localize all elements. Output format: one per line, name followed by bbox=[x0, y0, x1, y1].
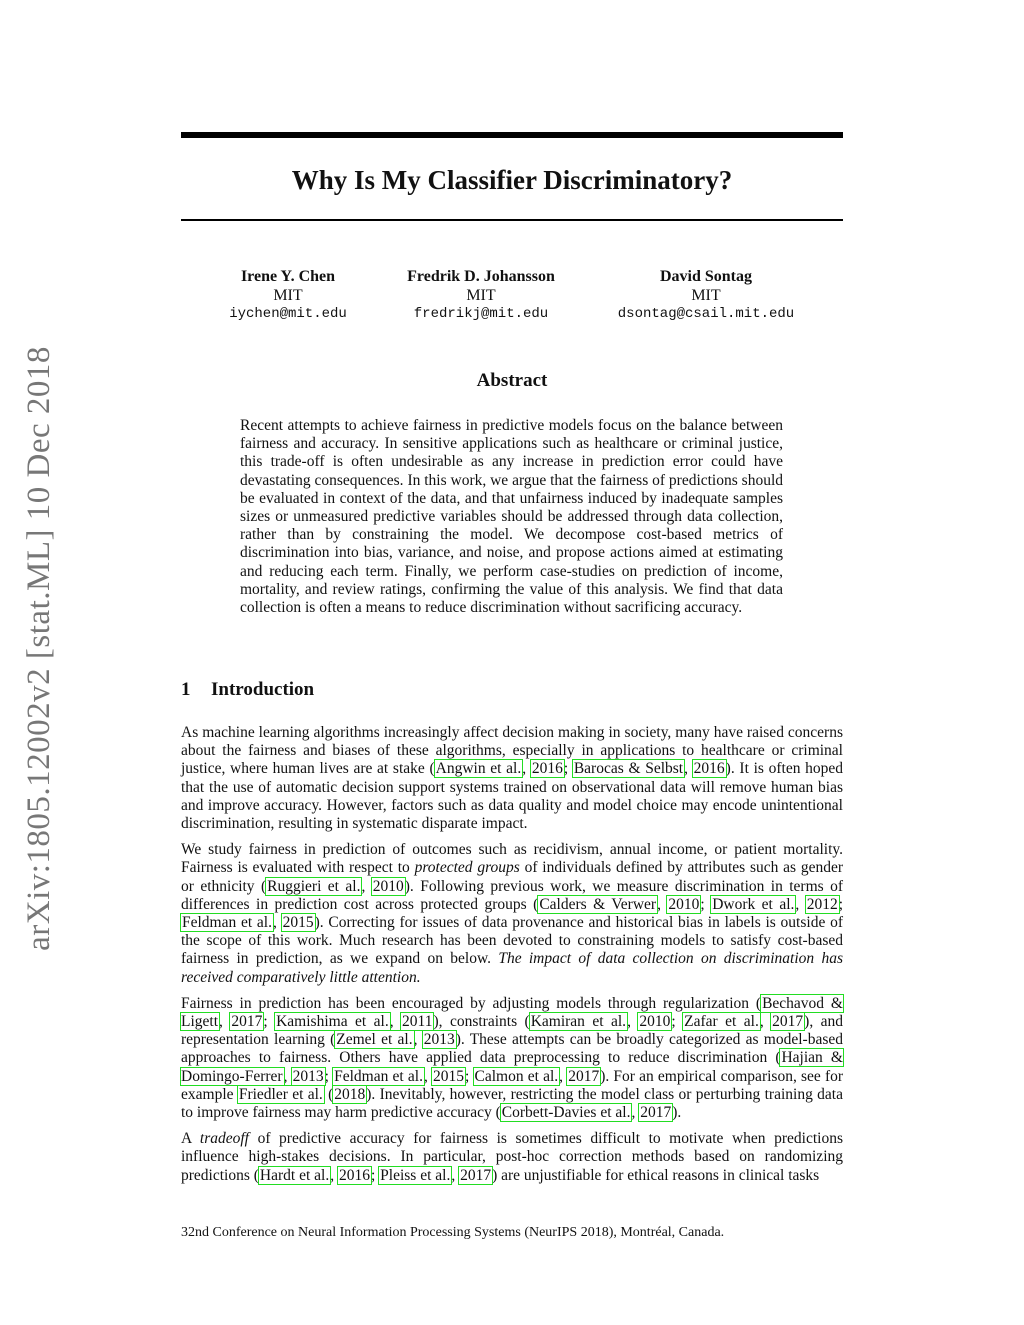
citation-link[interactable]: Barocas & Selbst bbox=[573, 760, 684, 778]
text-run: ), constraints ( bbox=[433, 1013, 530, 1031]
text-run: ). These attempts can be broadly categorized as model-based approaches to fairness. Others have applied data preprocessing to reduce discrimination ( bbox=[181, 1031, 843, 1067]
text-run: Fairness in prediction has been encouraged by adjusting models through regularization ( bbox=[181, 994, 762, 1012]
text-run: , bbox=[795, 895, 806, 913]
conference-footnote: 32nd Conference on Neural Information Processing Systems (NeurIPS 2018), Montréal, Canada. bbox=[181, 1225, 725, 1240]
citation-link[interactable]: Kamiran et al. bbox=[530, 1013, 627, 1031]
text-run: , bbox=[413, 1031, 423, 1049]
citation-link[interactable]: Hardt et al. bbox=[259, 1166, 330, 1184]
citation-link[interactable]: 2010 bbox=[639, 1013, 671, 1031]
text-run: , bbox=[684, 760, 693, 778]
text-run: ), and representation learning ( bbox=[181, 1013, 844, 1049]
text-run: , bbox=[631, 1104, 640, 1122]
citation-link[interactable]: Feldman et al. bbox=[334, 1067, 423, 1085]
text-run: ). It is often hoped that the use of automatic decision support systems trained on observational data will remove human bias and improve accuracy. However, factors such as data quality and model choice may encode unintentional discrimination, resulting in systematic disparate impact. bbox=[181, 760, 844, 833]
text-run: , bbox=[389, 1013, 402, 1031]
emphasis-text: The impact of data collection on discrimination has received comparatively little attention. bbox=[181, 950, 843, 986]
arxiv-stamp bbox=[19, 342, 59, 954]
author-block bbox=[400, 267, 562, 324]
arxiv-stamp-text: arXiv:1805.12002v2 [stat.ML] 10 Dec 2018 bbox=[20, 345, 57, 951]
author-affiliation: MIT bbox=[691, 287, 721, 304]
title-rule-bottom bbox=[181, 219, 843, 221]
text-run: A bbox=[181, 1130, 200, 1148]
author-email[interactable]: dsontag@csail.mit.edu bbox=[617, 306, 795, 322]
text-run: As machine learning algorithms increasingly affect decision making in society, many have raised concerns about the fairness and biases of these algorithms, especially in applications to healthcare or criminal justice, where human lives are at stake ( bbox=[181, 724, 843, 778]
citation-link[interactable]: 2015 bbox=[282, 914, 314, 932]
citation-link[interactable]: Calders & Verwer bbox=[539, 895, 657, 913]
text-run: ; bbox=[563, 760, 573, 778]
text-run: , bbox=[330, 1166, 338, 1184]
paragraph bbox=[181, 841, 843, 987]
citation-link[interactable]: 2010 bbox=[372, 877, 404, 895]
abstract-text: Recent attempts to achieve fairness in predictive models focus on the balance between fairness and accuracy. In sensitive applications such as healthcare or criminal justice, this trade-off is often undesirable as any increase in prediction error could have devastating consequences. In this work, we argue that the fairness of predictions should be evaluated in context of the data, and that unfairness induced by inadequate samples sizes or unmeasured predictive variables should be addressed through data collection, rather than by constraining the model. We decompose cost-based metrics of discrimination into bias, variance, and noise, and propose actions aimed at estimating and reducing each term. Finally, we perform case-studies on prediction of income, mortality, and review ratings, confirming the value of this analysis. We find that data collection is often a means to reduce discrimination without sacrificing accuracy. bbox=[240, 417, 783, 617]
paper-title: Why Is My Classifier Discriminatory? bbox=[291, 165, 733, 195]
title-rule-top bbox=[181, 132, 843, 138]
abstract-heading: Abstract bbox=[476, 370, 548, 391]
text-run: of individuals defined by attributes such as gender or ethnicity ( bbox=[181, 859, 844, 895]
section-heading bbox=[181, 679, 314, 701]
citation-link[interactable]: Angwin et al. bbox=[435, 760, 522, 778]
text-run: , bbox=[219, 1013, 231, 1031]
author-affiliation: MIT bbox=[466, 287, 496, 304]
author-block bbox=[227, 267, 349, 324]
citation-link[interactable]: Hajian & Domingo-Ferrer bbox=[181, 1049, 843, 1085]
author-block bbox=[610, 267, 802, 324]
citation-link[interactable]: 2013 bbox=[292, 1067, 324, 1085]
citation-link[interactable]: 2017 bbox=[568, 1067, 600, 1085]
text-run: We study fairness in prediction of outcomes such as recidivism, annual income, or patient mortality. Fairness is evaluated with respect to bbox=[181, 841, 843, 877]
text-run: , bbox=[423, 1067, 433, 1085]
citation-link[interactable]: Bechavod & Ligett bbox=[181, 994, 843, 1031]
citation-link[interactable]: 2013 bbox=[423, 1031, 455, 1049]
text-run: ; bbox=[838, 895, 844, 913]
citation-link[interactable]: 2015 bbox=[433, 1067, 465, 1085]
text-run: ). Following previous work, we measure discrimination in terms of differences in prediction cost across protected groups ( bbox=[181, 877, 844, 913]
text-run: ). Inevitably, however, restricting the model class or perturbing training data to improve fairness may harm predictive accuracy ( bbox=[181, 1085, 843, 1122]
citation-link[interactable]: Kamishima et al. bbox=[276, 1013, 389, 1031]
paragraph bbox=[181, 724, 843, 833]
paragraph bbox=[181, 995, 843, 1122]
text-run: ). Correcting for issues of data provenance and historical bias in labels is outside of the scope of this work. Much research has been devoted to constraining models to satisfy cost-based fairness in prediction, as we expand on below. bbox=[181, 914, 843, 968]
paragraph bbox=[181, 1130, 843, 1185]
citation-link[interactable]: Calmon et al. bbox=[474, 1067, 559, 1085]
citation-link[interactable]: 2012 bbox=[806, 895, 838, 913]
emphasis-text: protected groups bbox=[414, 859, 520, 877]
emphasis-text: tradeoff bbox=[199, 1130, 249, 1148]
citation-link[interactable]: Zemel et al. bbox=[336, 1031, 413, 1049]
citation-link[interactable]: 2017 bbox=[640, 1104, 672, 1122]
text-run: , bbox=[273, 914, 282, 932]
citation-link[interactable]: Feldman et al. bbox=[182, 914, 272, 932]
citation-link[interactable]: 2010 bbox=[668, 895, 700, 913]
citation-link[interactable]: 2011 bbox=[402, 1013, 433, 1031]
citation-link[interactable]: Corbett-Davies et al. bbox=[501, 1104, 631, 1122]
text-run: ). bbox=[672, 1104, 682, 1122]
text-run: ; bbox=[324, 1067, 334, 1085]
citation-link[interactable]: 2016 bbox=[531, 760, 563, 778]
citation-link[interactable]: Dwork et al. bbox=[712, 895, 795, 913]
text-run: ) are unjustifiable for ethical reasons in clinical tasks bbox=[492, 1166, 820, 1184]
author-name: Fredrik D. Johansson bbox=[407, 268, 555, 285]
citation-link[interactable]: Ruggieri et al. bbox=[267, 877, 361, 895]
author-name: Irene Y. Chen bbox=[240, 268, 336, 285]
citation-link[interactable]: Friedler et al. bbox=[238, 1085, 323, 1103]
text-run: , bbox=[759, 1013, 772, 1031]
text-run: , bbox=[627, 1013, 639, 1031]
text-run: ; bbox=[370, 1166, 380, 1184]
text-run: of predictive accuracy for fairness is sometimes difficult to motivate when predictions influence high-stakes decisions. In particular, post-hoc correction methods based on randomizing predictions ( bbox=[181, 1130, 843, 1184]
text-run: , bbox=[559, 1067, 568, 1085]
text-run: ; bbox=[700, 895, 712, 913]
section-number: 1 bbox=[181, 679, 191, 700]
text-run: ( bbox=[323, 1085, 334, 1103]
citation-link[interactable]: Pleiss et al. bbox=[380, 1166, 451, 1184]
citation-link[interactable]: Zafar et al. bbox=[684, 1013, 759, 1031]
citation-link[interactable]: 2018 bbox=[334, 1085, 366, 1103]
text-run: , bbox=[283, 1067, 292, 1085]
author-name: David Sontag bbox=[659, 268, 753, 285]
text-run: , bbox=[361, 877, 372, 895]
text-run: ). For an empirical comparison, see for example bbox=[181, 1067, 844, 1103]
citation-link[interactable]: 2017 bbox=[231, 1013, 263, 1031]
citation-link[interactable]: 2017 bbox=[772, 1013, 804, 1031]
text-run: , bbox=[522, 760, 531, 778]
author-email[interactable]: fredrikj@mit.edu bbox=[413, 306, 549, 322]
introduction-body bbox=[181, 724, 843, 1193]
text-run: ; bbox=[263, 1013, 276, 1031]
text-run: ; bbox=[465, 1067, 474, 1085]
author-affiliation: MIT bbox=[273, 287, 303, 304]
section-title: Introduction bbox=[211, 679, 315, 700]
citation-link[interactable]: 2017 bbox=[460, 1166, 492, 1184]
text-run: , bbox=[657, 895, 668, 913]
author-email[interactable]: iychen@mit.edu bbox=[229, 306, 347, 322]
citation-link[interactable]: 2016 bbox=[338, 1166, 370, 1184]
text-run: , bbox=[451, 1166, 460, 1184]
text-run: ; bbox=[671, 1013, 684, 1031]
citation-link[interactable]: 2016 bbox=[693, 760, 725, 778]
